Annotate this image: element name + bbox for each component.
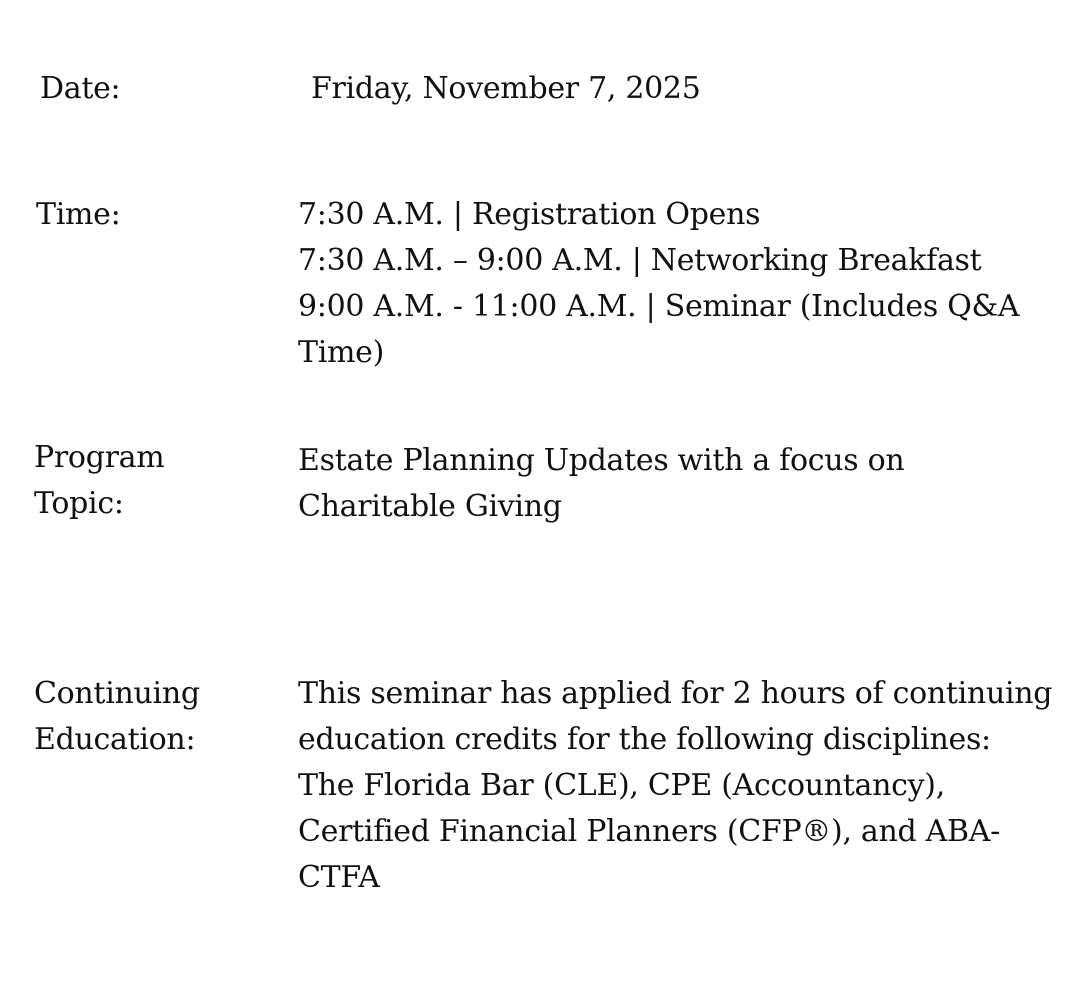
- program-topic-value: [298, 438, 1058, 530]
- schedule-line-seminar-cont: Time): [298, 335, 385, 370]
- program-topic-line: Estate Planning Updates with a focus on: [298, 443, 905, 478]
- continuing-education-line: This seminar has applied for 2 hours of continuing: [298, 676, 1053, 711]
- program-topic-label: [34, 435, 274, 527]
- schedule-line-registration: 7:30 A.M. | Registration Opens: [298, 197, 761, 232]
- program-topic-label-line: Topic:: [34, 486, 124, 521]
- continuing-education-value: [298, 671, 1058, 901]
- time-schedule: [298, 192, 1058, 376]
- program-topic-label-line: Program: [34, 440, 165, 475]
- continuing-education-line: Certified Financial Planners (CFP®), and ABA-: [298, 814, 1000, 849]
- continuing-education-line: education credits for the following disciplines:: [298, 722, 991, 757]
- program-topic-line: Charitable Giving: [298, 489, 562, 524]
- continuing-education-label: [34, 671, 274, 763]
- schedule-line-seminar: 9:00 A.M. - 11:00 A.M. | Seminar (Includes Q&A: [298, 289, 1020, 324]
- continuing-education-line: The Florida Bar (CLE), CPE (Accountancy),: [298, 768, 945, 803]
- time-label: Time:: [36, 197, 121, 232]
- date-value: Friday, November 7, 2025: [311, 71, 701, 106]
- schedule-line-breakfast: 7:30 A.M. – 9:00 A.M. | Networking Breakfast: [298, 243, 982, 278]
- continuing-education-label-line: Continuing: [34, 676, 200, 711]
- continuing-education-label-line: Education:: [34, 722, 196, 757]
- date-label: Date:: [40, 71, 121, 106]
- continuing-education-line: CTFA: [298, 860, 380, 895]
